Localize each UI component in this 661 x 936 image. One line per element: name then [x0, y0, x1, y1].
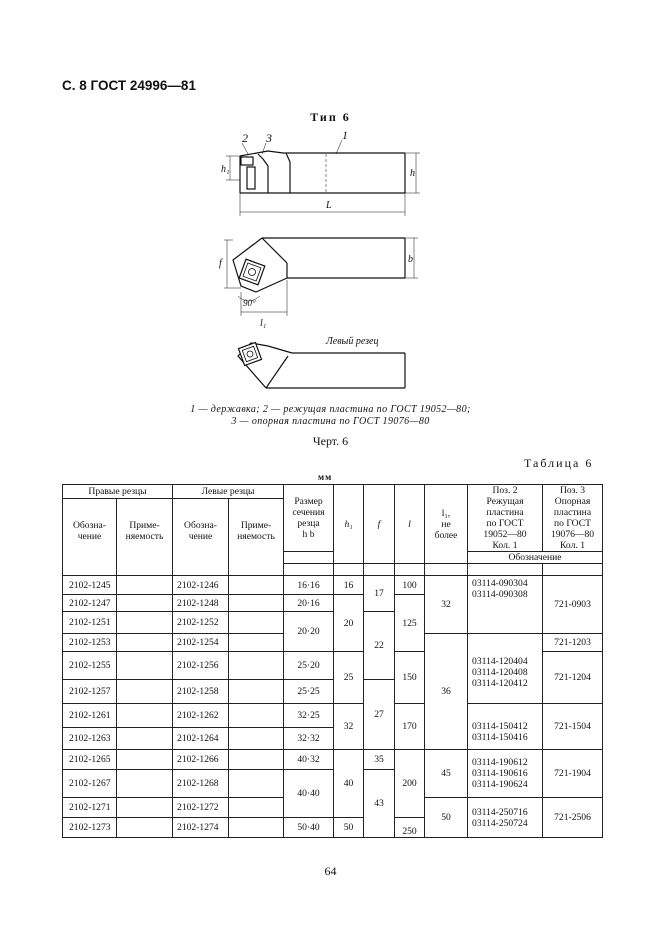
table-row: 2102-1245 — [63, 576, 117, 595]
table-row: 2102-1264 — [173, 728, 229, 750]
h1-cell: 20 — [334, 595, 364, 652]
label-part3: 3 — [266, 131, 272, 145]
table-row: 2102-1274 — [173, 818, 229, 838]
header-left-designation: Обозна- чение — [173, 499, 229, 564]
h1-cell: 50 — [334, 818, 364, 838]
table-row: 2102-1248 — [173, 595, 229, 612]
f-cell: 22 — [364, 612, 395, 680]
table-row: 2102-1256 — [173, 652, 229, 680]
header-right-application: Приме- няемость — [117, 499, 173, 564]
page-header: С. 8 ГОСТ 24996—81 — [62, 78, 196, 93]
table-6 — [62, 484, 603, 838]
table-caption: Таблица 6 — [524, 456, 594, 470]
f-cell: 35 — [364, 750, 395, 770]
table-row: 2102-1258 — [173, 680, 229, 704]
l-cell: 200 — [395, 750, 425, 818]
size-cell: 32·32 — [284, 728, 334, 750]
header-left-cutters: Левые резцы — [173, 485, 284, 499]
header-right-designation: Обозна- чение — [63, 499, 117, 564]
f-cell: 17 — [364, 576, 395, 612]
size-cell: 20·20 — [284, 612, 334, 652]
left-cutter-label: Левый резец — [326, 336, 379, 347]
size-cell: 20·16 — [284, 595, 334, 612]
label-h1: h₁ — [221, 164, 230, 175]
table-row: 2102-1261 — [63, 704, 117, 728]
h1-cell: 40 — [334, 750, 364, 818]
l-cell: 125 — [395, 595, 425, 652]
pos2-cell: 03114-250716 03114-250724 — [468, 798, 543, 838]
label-b: b — [408, 254, 413, 265]
table-row: 2102-1265 — [63, 750, 117, 770]
figure-caption: Черт. 6 — [312, 434, 349, 448]
header-l: l — [395, 485, 425, 564]
f-cell: 27 — [364, 680, 395, 750]
size-cell: 40·40 — [284, 770, 334, 818]
label-part2: 2 — [242, 131, 248, 145]
pos2-cell: 03114-090304 03114-090308 — [468, 576, 543, 634]
table-row: 2102-1252 — [173, 612, 229, 634]
l-cell: 100 — [395, 576, 425, 595]
size-cell: 50·40 — [284, 818, 334, 838]
label-f: f — [219, 258, 222, 269]
size-cell: 40·32 — [284, 750, 334, 770]
header-pos2: Поз. 2 Режущая пластина по ГОСТ 19052—80 Кол. 1 — [468, 485, 543, 552]
table-row: 2102-1267 — [63, 770, 117, 798]
l1-cell: 32 — [425, 576, 468, 634]
label-angle: 90° — [243, 298, 256, 308]
cutter-drawing — [0, 120, 661, 405]
l1-cell: 36 — [425, 634, 468, 750]
cutter-side-view — [240, 151, 405, 193]
table-row: 2102-1262 — [173, 704, 229, 728]
label-part1: 1 — [342, 128, 348, 142]
pos3-cell: 721-1504 — [543, 704, 603, 750]
size-cell: 16·16 — [284, 576, 334, 595]
table-row: 2102-1257 — [63, 680, 117, 704]
table-row: 2102-1271 — [63, 798, 117, 818]
table-row: 2102-1268 — [173, 770, 229, 798]
table-row: 2102-1254 — [173, 634, 229, 652]
size-cell: 25·25 — [284, 680, 334, 704]
f-cell: 43 — [364, 770, 395, 838]
header-size: Размер сечения резца h b — [284, 485, 334, 552]
table-row: 2102-1247 — [63, 595, 117, 612]
type-title: Тип 6 — [310, 110, 351, 124]
table-row: 2102-1273 — [63, 818, 117, 838]
l1-cell: 50 — [425, 798, 468, 838]
pos2-cell: 03114-120404 03114-120408 03114-120412 — [468, 634, 543, 704]
table-row: 2102-1266 — [173, 750, 229, 770]
table-row: 2102-1253 — [63, 634, 117, 652]
table-row: 2102-1246 — [173, 576, 229, 595]
header-right-cutters: Правые резцы — [63, 485, 173, 499]
header-h1: h₁ — [334, 485, 364, 564]
label-h: h — [410, 168, 415, 179]
size-cell: 32·25 — [284, 704, 334, 728]
table-row: 2102-1251 — [63, 612, 117, 634]
header-f: f — [364, 485, 395, 564]
h1-cell: 25 — [334, 652, 364, 704]
h1-cell: 32 — [334, 704, 364, 750]
h1-cell: 16 — [334, 576, 364, 595]
left-cutter-view — [238, 342, 405, 388]
header-pos3: Поз. 3 Опорная пластина по ГОСТ 19076—80 Кол. 1 — [543, 485, 603, 552]
table-units: мм — [318, 472, 333, 482]
pos3-cell: 721-2506 — [543, 798, 603, 838]
header-designation: Обозначение — [468, 552, 603, 564]
table-row: 2102-1272 — [173, 798, 229, 818]
header-left-application: Приме- няемость — [229, 499, 284, 564]
size-cell: 25·20 — [284, 652, 334, 680]
pos2-cell: 03114-150412 03114-150416 — [468, 704, 543, 750]
legend-line-2: 3 — опорная пластина по ГОСТ 19076—80 — [231, 416, 430, 427]
legend-line-1: 1 — державка; 2 — режущая пластина по ГОСТ 19052—80; — [190, 404, 471, 415]
l1-cell: 45 — [425, 750, 468, 798]
table-row: 2102-1255 — [63, 652, 117, 680]
l-cell: 150 — [395, 652, 425, 704]
pos3-cell: 721-1904 — [543, 750, 603, 798]
cutter-plan-view — [233, 238, 405, 292]
header-l1: l₁, не более — [425, 485, 468, 564]
l-cell: 250 — [395, 818, 425, 838]
table-row: 2102-1263 — [63, 728, 117, 750]
pos3-cell: 721-1203 — [543, 634, 603, 652]
l-cell: 170 — [395, 704, 425, 750]
label-l: L — [326, 200, 332, 211]
pos3-cell: 721-1204 — [543, 652, 603, 704]
page-number: 64 — [324, 864, 337, 878]
pos2-cell: 03114-190612 03114-190616 03114-190624 — [468, 750, 543, 798]
label-l1: l₁ — [260, 318, 267, 329]
pos3-cell: 721-0903 — [543, 576, 603, 634]
